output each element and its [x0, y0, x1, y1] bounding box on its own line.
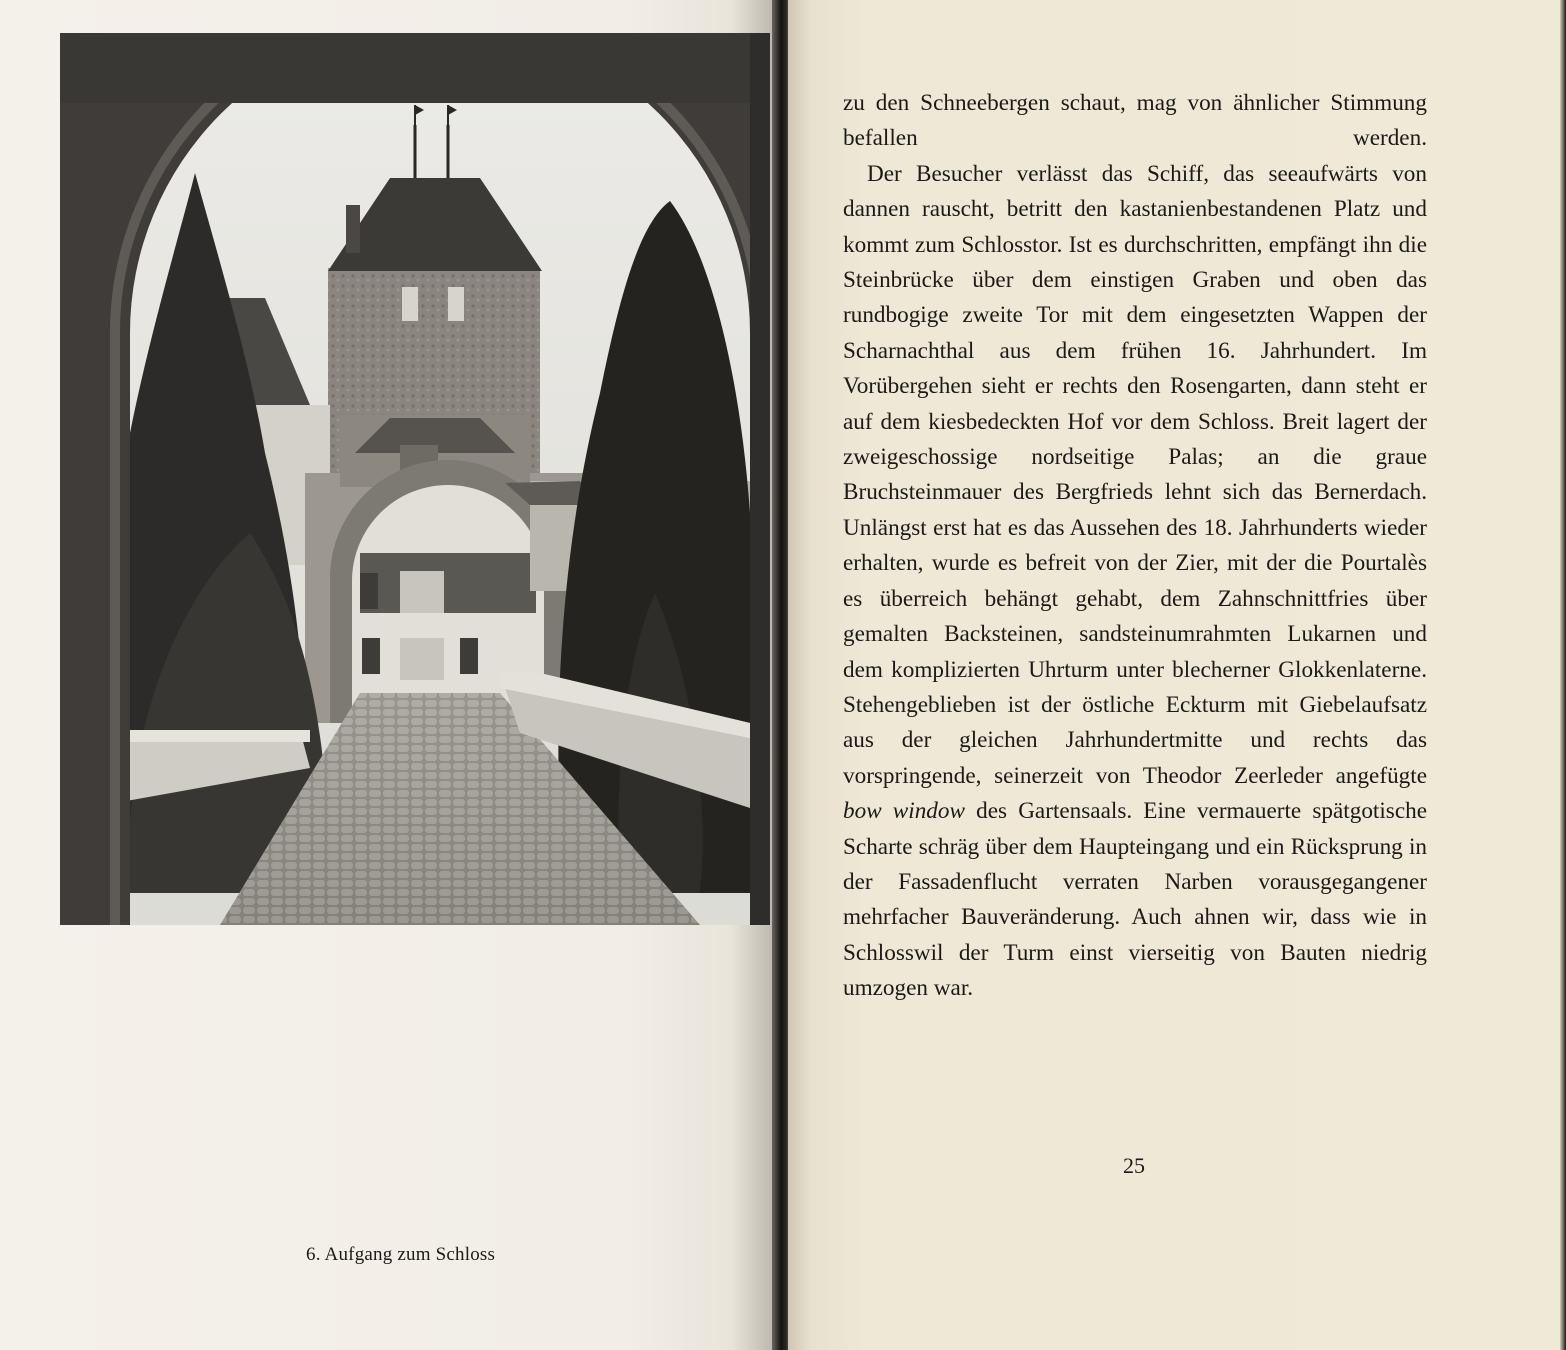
photo-caption: 6. Aufgang zum Schloss: [306, 1244, 496, 1265]
body-text: [843, 86, 1427, 1007]
page-number: 25: [1123, 1153, 1145, 1178]
paragraph-2: [843, 157, 1427, 1007]
page-edge: [1560, 0, 1566, 1350]
paragraph-2-text-after: des Gartensaals. Eine vermauerte spätgotische Scharte schräg über dem Haupteingang und ein Rücksprung in der Fassadenflucht verraten Narben vorausgegangener mehrfacher Bauveränderung. Auch ahnen wir, dass wie in Schlosswil der Turm einst vierseitig von Bauten niedrig umzogen war.: [843, 798, 1427, 1002]
emphasis-bow-window: bow window: [843, 798, 965, 825]
left-page: [0, 0, 778, 1350]
paragraph-2-text-before: Der Besucher verlässt das Schiff, das seeaufwärts von dannen rauscht, betritt den kastanienbestandenen Platz und kommt zum Schlosstor. Ist es durchschritten, empfängt ihn die Steinbrücke über dem einstigen Graben und oben das rundbogige zweite Tor mit dem eingesetzten Wappen der Scharnachthal aus dem frühen 16. Jahrhundert. Im Vorübergehen sieht er rechts den Rosengarten, dann steht er auf dem kiesbedeckten Hof vor dem Schloss. Breit lagert der zweigeschossige nordseitige Palas; an die graue Bruchsteinmauer des Bergfrieds lehnt sich das Bernerdach. Unlängst erst hat es das Aussehen des 18. Jahrhunderts wieder erhalten, wurde es befreit von der Zier, mit der die Pourtalès es überreich behängt gehabt, dem Zahnschnittfries über gemalten Backsteinen, sandsteinumrahmten Lukarnen und dem komplizierten Uhrturm unter blecherner Glokkenlaterne. Stehengeblieben ist der östliche Eckturm mit Giebelaufsatz aus der gleichen Jahrhundertmitte und rechts das vorspringende, seinerzeit von Theodor Zeerleder angefügte: [843, 160, 1427, 789]
castle-gate-photo: [60, 33, 770, 925]
paragraph-1: zu den Schneebergen schaut, mag von ähnlicher Stimmung befallen werden.: [843, 90, 1427, 152]
